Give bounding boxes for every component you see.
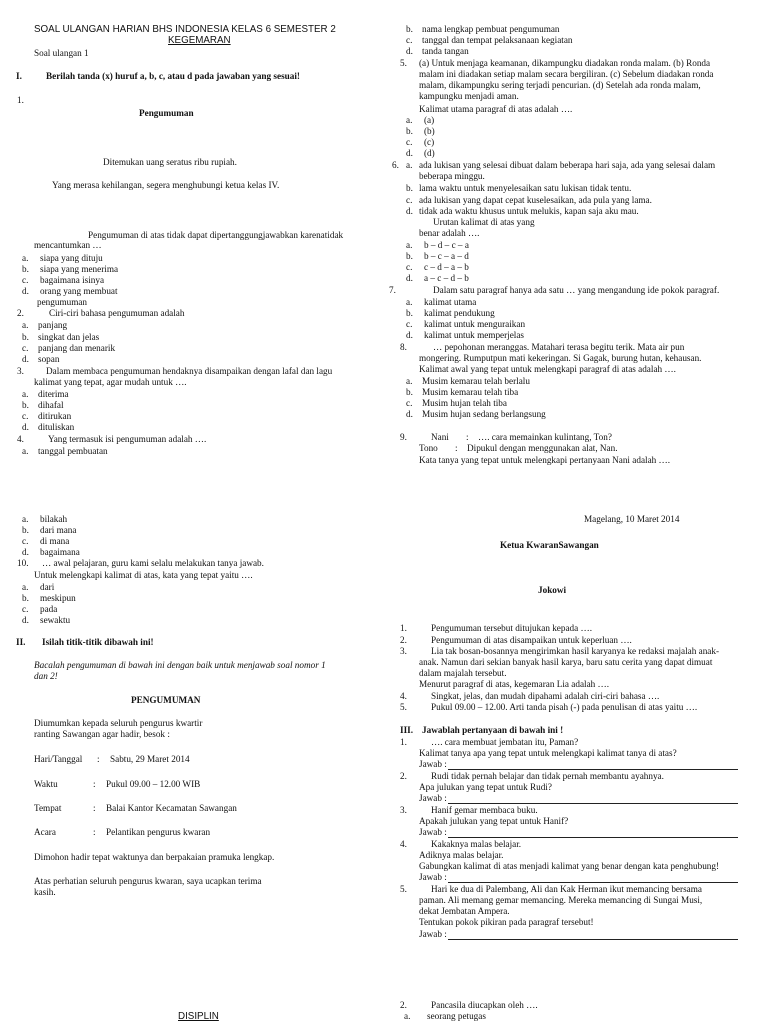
answer-line[interactable] [448, 803, 738, 804]
page-subtitle: KEGEMARAN [168, 35, 231, 46]
sentence-text: ada lukisan yang selesai dibuat dalam beberapa hari saja, ada yang selesai dalam [419, 160, 716, 170]
announcement-intro: ranting Sawangan agar hadir, besok : [34, 729, 170, 739]
section-3-numeral: III. [400, 725, 414, 735]
item-number: 4. [400, 691, 407, 701]
item-text: Adiknya malas belajar. [419, 850, 504, 860]
item-number: 5. [400, 702, 407, 712]
option-text: di mana [40, 536, 70, 546]
question-number: 2. [17, 308, 24, 318]
announcement-closing: Dimohon hadir tepat waktunya dan berpakaian pramuka lengkap. [34, 852, 275, 862]
option-letter: c. [406, 319, 413, 329]
option-letter: d. [22, 354, 29, 364]
option-text: (d) [424, 148, 435, 158]
option-text: b – c – a – d [424, 251, 469, 261]
option-text: (b) [424, 126, 435, 136]
option-text: c – d – a – b [424, 262, 469, 272]
detail-value: Pelantikan pengurus kwaran [106, 827, 211, 837]
item-line: Hari ke dua di Palembang, Ali dan Kak Herman ikut memancing bersama [431, 884, 702, 894]
question-stem: Dalam satu paragraf hanya ada satu … yang mengandung ide pokok paragraf. [433, 285, 720, 295]
option-text: nama lengkap pembuat pengumuman [422, 24, 560, 34]
option-text: Musim hujan telah tiba [422, 398, 507, 408]
option-letter: a. [22, 582, 29, 592]
paragraph-line: malam ini diadakan setiap malam secara bergiliran. (c) Sebelum diadakan ronda [419, 69, 714, 80]
sentence-text: lama waktu untuk menyelesaikan satu lukisan tidak tentu. [419, 183, 632, 193]
question-number: 6. [392, 160, 399, 170]
option-letter: b. [22, 525, 29, 535]
option-letter: b. [22, 264, 29, 274]
option-text: dari mana [40, 525, 77, 535]
section-1-instruction: Berilah tanda (x) huruf a, b, c, atau d pada jawaban yang sesuai! [46, 71, 300, 81]
option-letter: d. [406, 148, 413, 158]
signer-title: Ketua KwaranSawangan [500, 540, 599, 550]
item-number: 1. [400, 737, 407, 747]
option-text: siapa yang menerima [40, 264, 119, 274]
option-letter: c. [22, 536, 29, 546]
place-date: Magelang, 10 Maret 2014 [584, 514, 680, 524]
question-number: 4. [17, 434, 24, 444]
signer-name: Jokowi [538, 585, 567, 595]
item-text: dalam majalah tersebut. [419, 668, 507, 678]
option-letter: a. [22, 389, 29, 399]
option-text: tanggal pembuatan [38, 446, 108, 456]
question-paragraph [419, 58, 768, 102]
question-stem: benar adalah …. [419, 228, 480, 238]
detail-value: Pukul 09.00 – 12.00 WIB [106, 779, 201, 789]
item-number: 4. [400, 839, 407, 849]
item-text [419, 895, 744, 906]
item-number: 1. [400, 623, 407, 633]
item-text: Kalimat tanya apa yang tepat untuk melengkapi kalimat tanya di atas? [419, 748, 677, 758]
option-letter: c. [22, 604, 29, 614]
item-number: 2. [400, 635, 407, 645]
detail-colon: : [93, 779, 96, 789]
option-letter: a. [404, 1011, 411, 1021]
option-text: kalimat untuk menguraikan [424, 319, 526, 329]
jawab-label: Jawab : [419, 872, 447, 882]
question-stem: Pengumuman di atas tidak dapat dipertanggungjawabkan karenatidak [88, 230, 344, 240]
option-text: seorang petugas [427, 1011, 486, 1021]
option-text: orang yang membuat [40, 286, 118, 296]
question-stem: Kalimat awal yang tepat untuk melengkapi paragraf di atas adalah …. [419, 364, 676, 374]
announcement-box-title: Pengumuman [139, 108, 194, 118]
option-letter: c. [406, 137, 413, 147]
detail-value: Sabtu, 29 Maret 2014 [110, 754, 190, 764]
option-letter: a. [406, 240, 413, 250]
page-title: SOAL ULANGAN HARIAN BHS INDONESIA KELAS 6 SEMESTER 2 [34, 24, 336, 35]
announcement-box-line: Ditemukan uang seratus ribu rupiah. [103, 157, 237, 167]
item-text: …. cara membuat jembatan itu, Paman? [431, 737, 579, 747]
answer-line[interactable] [448, 837, 738, 838]
option-letter: d. [406, 330, 413, 340]
option-text: meskipun [40, 593, 76, 603]
option-letter: b. [22, 593, 29, 603]
option-letter: a. [406, 376, 413, 386]
option-letter: a. [406, 160, 413, 170]
question-number: 9. [400, 432, 407, 442]
option-letter: a. [22, 320, 29, 330]
option-text: singkat dan jelas [38, 332, 100, 342]
jawab-label: Jawab : [419, 759, 447, 769]
detail-key: Waktu [34, 779, 58, 789]
option-letter: a. [406, 297, 413, 307]
dialog-line: Dipukul dengan menggunakan alat, Nan. [467, 443, 618, 453]
option-text: bagaimana [40, 547, 80, 557]
item-text: Hanif gemar membaca buku. [431, 805, 538, 815]
section-2-note: dan 2! [34, 671, 58, 681]
detail-value: Balai Kantor Kecamatan Sawangan [106, 803, 237, 813]
item-text: Gabungkan kalimat di atas menjadi kalimat yang benar dengan kata penghubung! [419, 861, 720, 871]
announcement-intro: Diumumkan kepada seluruh pengurus kwartir [34, 718, 203, 728]
item-line: paman. Ali memang gemar memancing. Mereka memancing di Sungai Musi, [419, 895, 703, 905]
sentence-text: beberapa minggu. [419, 171, 485, 181]
item-text: Kakaknya malas belajar. [431, 839, 522, 849]
paragraph-line: (a) Untuk menjaga keamanan, dikampungku diadakan ronda malam. (b) Ronda [419, 58, 711, 68]
detail-colon: : [97, 754, 100, 764]
dialog-line: …. cara memainkan kulintang, Ton? [478, 432, 612, 442]
option-text: panjang dan menarik [38, 343, 116, 353]
item-number: 5. [400, 884, 407, 894]
option-text: kalimat utama [424, 297, 477, 307]
option-text: pada [40, 604, 58, 614]
item-text: Apa julukan yang tepat untuk Rudi? [419, 782, 552, 792]
option-letter: d. [406, 409, 413, 419]
option-text: (a) [424, 115, 435, 125]
option-letter: a. [406, 115, 413, 125]
option-text: sewaktu [40, 615, 71, 625]
item-number: 3. [400, 646, 407, 656]
option-letter: d. [22, 422, 29, 432]
question-stem: mongering. Rumputpun mati kekeringan. Si Gagak, burung hutan, kehausan. [419, 353, 702, 363]
option-text: diterima [38, 389, 69, 399]
option-letter: c. [406, 398, 413, 408]
sentence-text: ada lukisan yang dapat cepat kuselesaikan, ada pula yang lama. [419, 195, 652, 205]
question-stem: Kalimat utama paragraf di atas adalah …. [419, 104, 573, 114]
question-number: 7. [389, 285, 396, 295]
item-text: Singkat, jelas, dan mudah dipahami adalah ciri-ciri bahasa …. [431, 691, 660, 701]
option-letter: d. [22, 615, 29, 625]
question-stem: Pancasila diucapkan oleh …. [431, 1000, 538, 1010]
option-letter: b. [22, 332, 29, 342]
announcement-title: PENGUMUMAN [131, 695, 201, 705]
announcement-closing: Atas perhatian seluruh pengurus kwaran, saya ucapkan terima [34, 876, 262, 886]
option-text: Musim kemarau telah tiba [422, 387, 519, 397]
question-stem: kalimat yang tepat, agar mudah untuk …. [34, 377, 187, 387]
option-letter: c. [406, 35, 413, 45]
option-letter: c. [22, 411, 29, 421]
dialog-speaker: Tono [419, 443, 438, 453]
option-letter: a. [22, 514, 29, 524]
item-text: Rudi tidak pernah belajar dan tidak pernah membantu ayahnya. [431, 771, 664, 781]
dialog-colon: : [466, 432, 469, 442]
jawab-label: Jawab : [419, 827, 447, 837]
question-number: 8. [400, 342, 407, 352]
question-stem: … awal pelajaran, guru kami selalu melakukan tanya jawab. [42, 558, 264, 568]
question-number: 5. [400, 58, 407, 68]
item-text: Menurut paragraf di atas, kegemaran Lia adalah …. [419, 679, 610, 689]
question-number: 1. [17, 95, 24, 105]
option-letter: a. [22, 446, 29, 456]
question-number: 10. [17, 558, 29, 568]
question-number: 2. [400, 1000, 407, 1010]
section-2-numeral: II. [16, 637, 26, 647]
option-text: pengumuman [37, 297, 88, 307]
item-text: Pengumuman di atas disampaikan untuk keperluan …. [431, 635, 632, 645]
item-number: 2. [400, 771, 407, 781]
section-1-numeral: I. [16, 71, 22, 81]
detail-key: Acara [34, 827, 56, 837]
option-letter: b. [406, 251, 413, 261]
question-stem: … pepohonan meranggas. Matahari terasa begitu terik. Mata air pun [433, 342, 685, 352]
option-letter: b. [406, 183, 413, 193]
detail-key: Tempat [34, 803, 62, 813]
item-number: 3. [400, 805, 407, 815]
option-text: siapa yang dituju [40, 253, 103, 263]
option-letter: b. [406, 308, 413, 318]
question-stem: Ciri-ciri bahasa pengumuman adalah [49, 308, 185, 318]
item-text: dekat Jembatan Ampera. [419, 906, 510, 916]
section-3-instruction: Jawablah pertanyaan di bawah ini ! [422, 725, 564, 735]
detail-colon: : [93, 803, 96, 813]
option-letter: d. [22, 547, 29, 557]
option-text: panjang [38, 320, 68, 330]
option-letter: c. [406, 195, 413, 205]
option-text: b – d – c – a [424, 240, 469, 250]
question-stem: mencantumkan … [34, 240, 102, 250]
option-letter: d. [406, 46, 413, 56]
option-text: ditirukan [38, 411, 72, 421]
option-text: tanda tangan [422, 46, 469, 56]
announcement-box-line: Yang merasa kehilangan, segera menghubungi ketua kelas IV. [52, 180, 280, 190]
question-stem: Urutan kalimat di atas yang [433, 217, 535, 227]
item-text: anak. Namun dari sekian banyak hasil karya, baru satu cerita yang dapat dimuat [419, 657, 713, 667]
option-text: tanggal dan tempat pelaksanaan kegiatan [422, 35, 573, 45]
option-letter: c. [22, 275, 29, 285]
item-text [431, 884, 744, 895]
option-text: bilakah [40, 514, 68, 524]
paragraph-line: malam, dikampungku sering terjadi pencurian. (d) Setelah ada ronda malam, [419, 80, 701, 91]
option-letter: b. [406, 387, 413, 397]
jawab-label: Jawab : [419, 793, 447, 803]
next-page-title: DISIPLIN [178, 1011, 219, 1022]
answer-line[interactable] [448, 939, 738, 940]
option-letter: b. [22, 400, 29, 410]
option-text: dari [40, 582, 55, 592]
option-text: kalimat pendukung [424, 308, 495, 318]
option-text: (c) [424, 137, 435, 147]
option-letter: b. [406, 24, 413, 34]
detail-key: Hari/Tanggal [34, 754, 83, 764]
section-2-note: Bacalah pengumuman di bawah ini dengan baik untuk menjawab soal nomor 1 [34, 660, 326, 670]
answer-line[interactable] [448, 882, 738, 883]
option-letter: d. [406, 273, 413, 283]
item-text: Lia tak bosan-bosannya mengirimkan hasil karyanya ke redaksi majalah anak- [431, 646, 720, 656]
jawab-label: Jawab : [419, 929, 447, 939]
item-text: Pengumuman tersebut ditujukan kepada …. [431, 623, 593, 633]
option-letter: b. [406, 126, 413, 136]
question-number: 3. [17, 366, 24, 376]
option-text: bagaimana isinya [40, 275, 105, 285]
option-letter: a. [22, 253, 29, 263]
paragraph-line: kampungku menjadi aman. [419, 91, 519, 102]
dialog-speaker: Nani [431, 432, 449, 442]
question-stem: Yang termasuk isi pengumuman adalah …. [48, 434, 207, 444]
option-text: Musim hujan sedang berlangsung [422, 409, 546, 419]
option-text: kalimat untuk memperjelas [424, 330, 525, 340]
option-text: dihafal [38, 400, 64, 410]
detail-colon: : [93, 827, 96, 837]
option-text: Musim kemarau telah berlalu [422, 376, 530, 386]
question-stem: Untuk melengkapi kalimat di atas, kata yang tepat yaitu …. [34, 570, 253, 580]
option-letter: d. [406, 206, 413, 216]
option-text: dituliskan [38, 422, 75, 432]
soal-label: Soal ulangan 1 [34, 48, 89, 58]
item-text: Apakah julukan yang tepat untuk Hanif? [419, 816, 569, 826]
option-letter: c. [22, 343, 29, 353]
question-stem: Kata tanya yang tepat untuk melengkapi pertanyaan Nani adalah …. [419, 455, 671, 465]
option-letter: d. [22, 286, 29, 296]
item-text: Tentukan pokok pikiran pada paragraf tersebut! [419, 917, 594, 927]
option-letter: c. [406, 262, 413, 272]
question-stem: Dalam membaca pengumuman hendaknya disampaikan dengan lafal dan lagu [46, 366, 333, 376]
answer-line[interactable] [448, 769, 738, 770]
section-2-instruction: Isilah titik-titik dibawah ini! [42, 637, 154, 647]
item-text: Pukul 09.00 – 12.00. Arti tanda pisah (-) pada penulisan di atas yaitu …. [431, 702, 698, 712]
dialog-colon: : [455, 443, 458, 453]
option-text: a – c – d – b [424, 273, 469, 283]
sentence-text: tidak ada waktu khusus untuk melukis, kapan saja aku mau. [419, 206, 639, 216]
option-text: sopan [38, 354, 60, 364]
announcement-closing: kasih. [34, 887, 56, 897]
